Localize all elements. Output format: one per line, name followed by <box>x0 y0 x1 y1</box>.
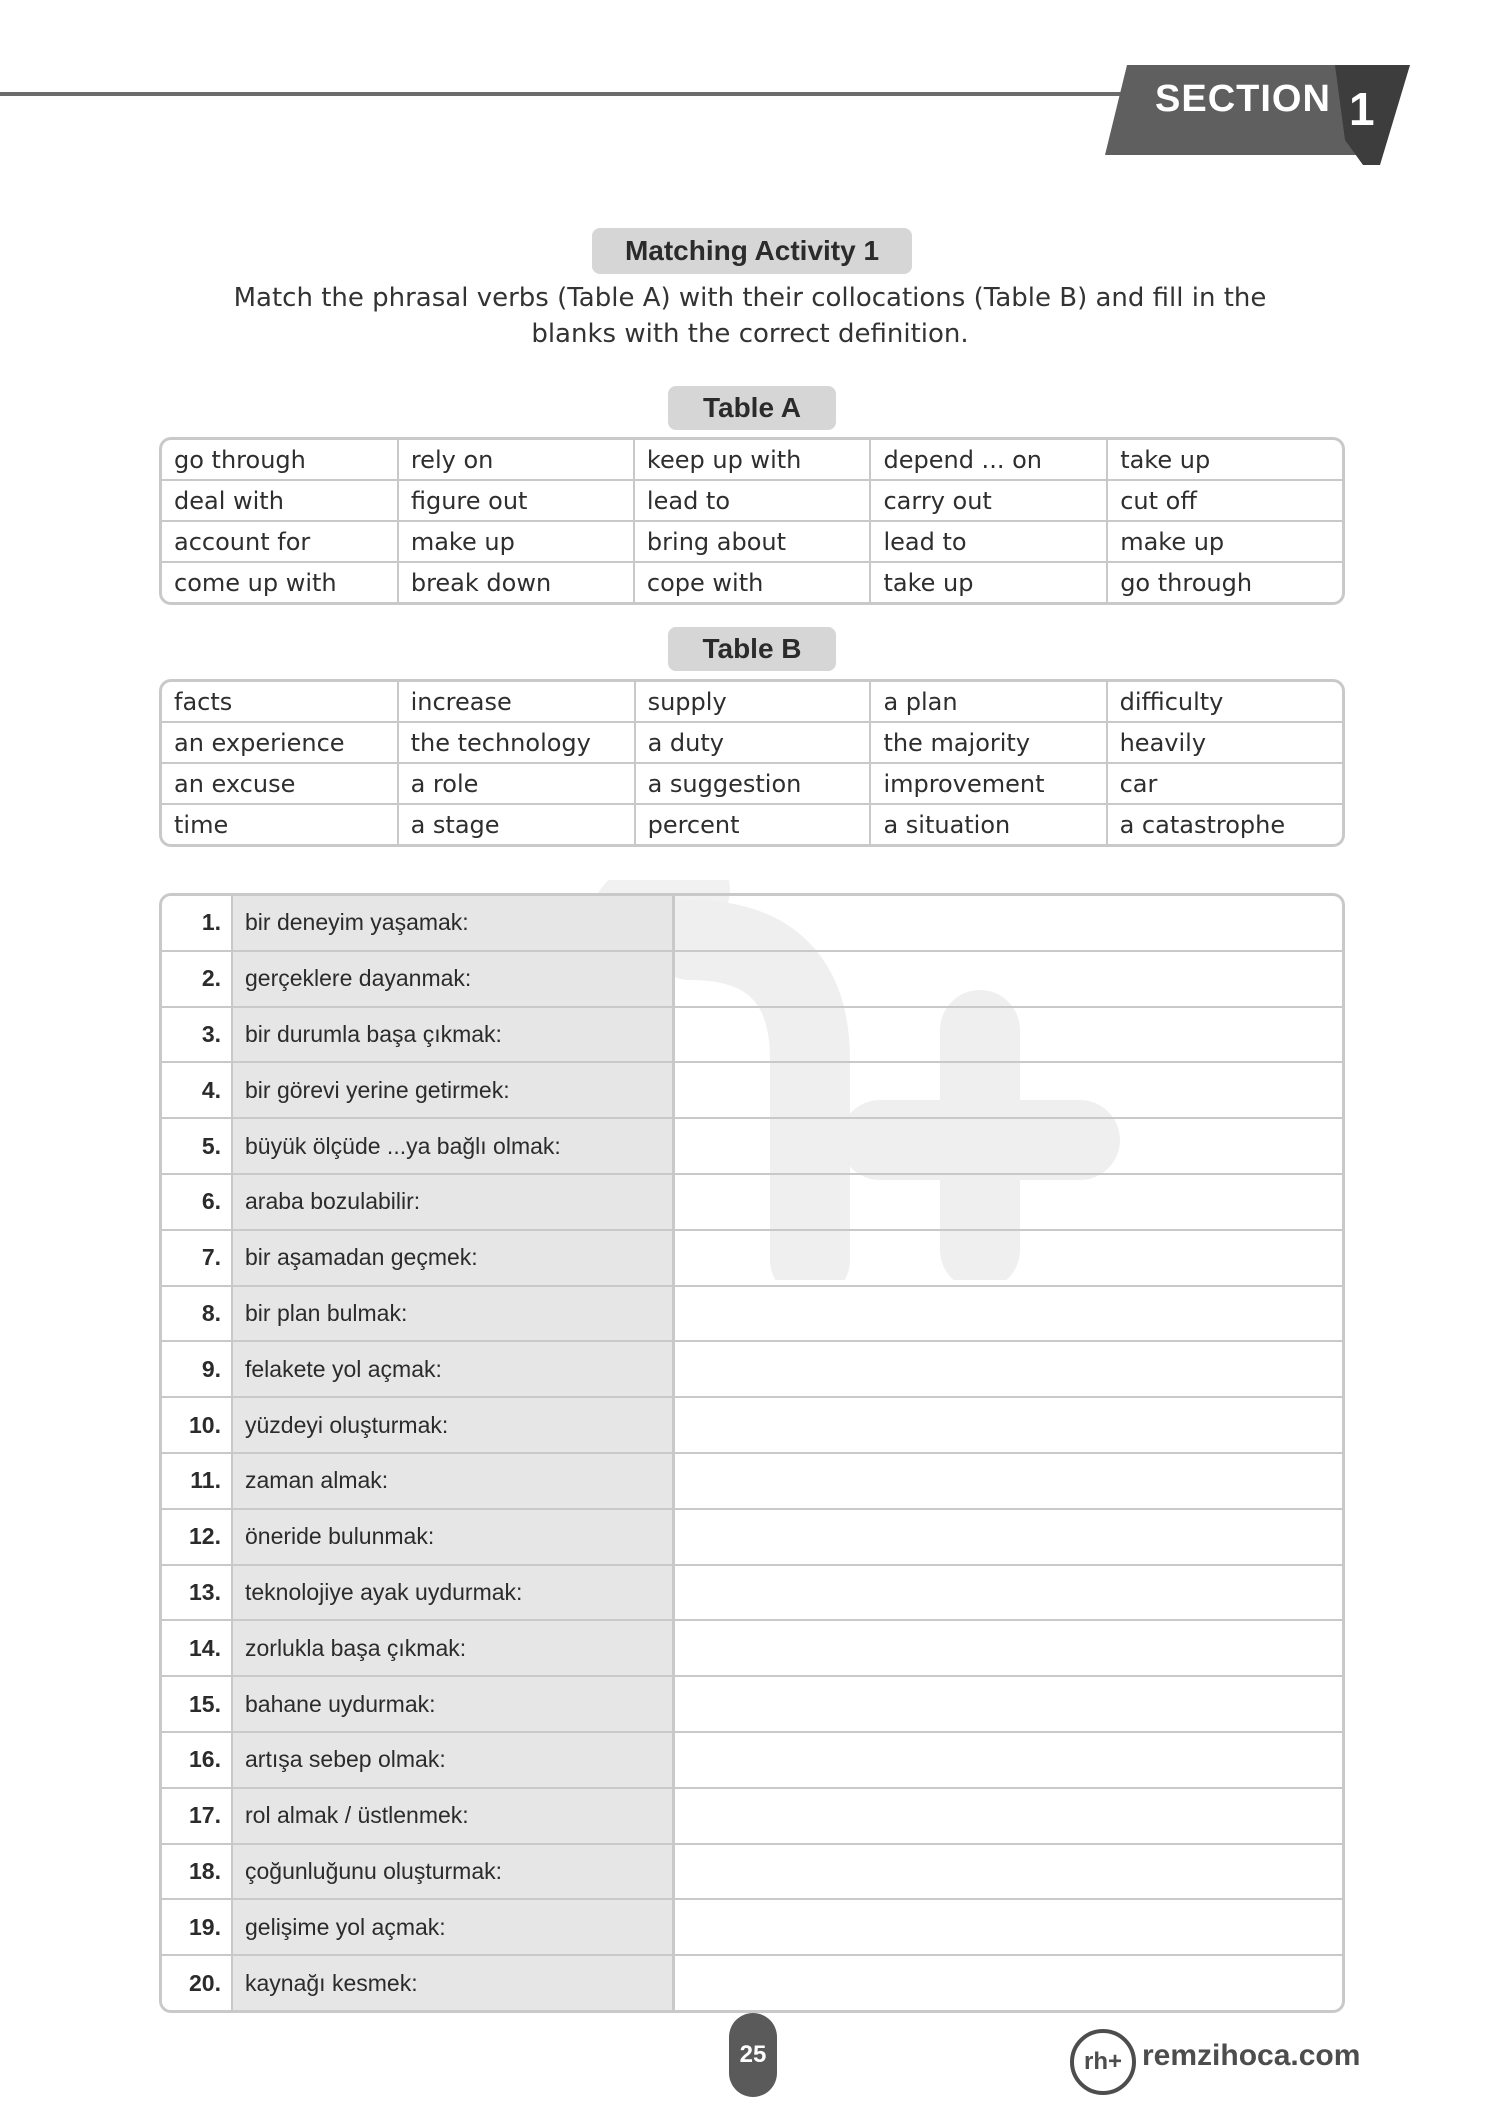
table-row <box>162 1454 1342 1510</box>
item-prompt: bahane uydurmak: <box>233 1677 675 1733</box>
answer-blank[interactable] <box>675 1956 1342 2010</box>
table-row <box>162 1398 1342 1454</box>
answer-blank[interactable] <box>675 1845 1342 1901</box>
table-row <box>162 682 1342 723</box>
table-cell: facts <box>162 682 399 723</box>
page-number: 25 <box>729 2013 777 2097</box>
item-number: 13. <box>162 1566 233 1622</box>
rh-logo-icon: rh+ <box>1070 2029 1136 2095</box>
table-cell: a duty <box>636 723 872 764</box>
item-prompt: gerçeklere dayanmak: <box>233 952 675 1008</box>
item-prompt: araba bozulabilir: <box>233 1175 675 1231</box>
answer-blank[interactable] <box>675 1900 1342 1956</box>
table-cell: car <box>1108 764 1342 805</box>
table-cell: an excuse <box>162 764 399 805</box>
table-cell: depend ... on <box>871 440 1108 481</box>
table-row <box>162 1287 1342 1343</box>
table-cell: the majority <box>871 723 1107 764</box>
table-row <box>162 1231 1342 1287</box>
item-number: 6. <box>162 1175 233 1231</box>
answer-blank[interactable] <box>675 1063 1342 1119</box>
table-cell: a stage <box>399 805 636 844</box>
answer-blank[interactable] <box>675 1510 1342 1566</box>
instructions <box>200 280 1300 352</box>
table-row <box>162 1510 1342 1566</box>
answer-blank[interactable] <box>675 1621 1342 1677</box>
table-cell: figure out <box>399 481 635 522</box>
table-row <box>162 1566 1342 1622</box>
table-row <box>162 896 1342 952</box>
table-a <box>159 437 1345 605</box>
table-row <box>162 1175 1342 1231</box>
table-row <box>162 1008 1342 1064</box>
item-number: 20. <box>162 1956 233 2010</box>
answer-blank[interactable] <box>675 896 1342 952</box>
table-cell: a situation <box>871 805 1107 844</box>
item-prompt: yüzdeyi oluşturmak: <box>233 1398 675 1454</box>
answer-blank[interactable] <box>675 1342 1342 1398</box>
item-prompt: bir görevi yerine getirmek: <box>233 1063 675 1119</box>
instructions-line-2: blanks with the correct definition. <box>531 319 969 349</box>
table-cell: difficulty <box>1108 682 1342 723</box>
table-cell: time <box>162 805 399 844</box>
table-row <box>162 1956 1342 2010</box>
table-cell: a plan <box>871 682 1107 723</box>
item-prompt: öneride bulunmak: <box>233 1510 675 1566</box>
table-row <box>162 481 1342 522</box>
item-prompt: çoğunluğunu oluşturmak: <box>233 1845 675 1901</box>
table-cell: cut off <box>1108 481 1342 522</box>
item-number: 19. <box>162 1900 233 1956</box>
item-number: 4. <box>162 1063 233 1119</box>
table-a-title: Table A <box>668 386 836 430</box>
item-prompt: rol almak / üstlenmek: <box>233 1789 675 1845</box>
answer-blank[interactable] <box>675 1119 1342 1175</box>
table-row <box>162 1119 1342 1175</box>
table-row <box>162 1621 1342 1677</box>
item-number: 9. <box>162 1342 233 1398</box>
table-row <box>162 952 1342 1008</box>
answer-blank[interactable] <box>675 1566 1342 1622</box>
item-number: 2. <box>162 952 233 1008</box>
table-row <box>162 563 1342 602</box>
header-rule <box>0 92 1160 96</box>
table-cell: deal with <box>162 481 399 522</box>
item-number: 7. <box>162 1231 233 1287</box>
table-cell: take up <box>871 563 1108 602</box>
item-prompt: gelişime yol açmak: <box>233 1900 675 1956</box>
item-number: 14. <box>162 1621 233 1677</box>
answer-blank[interactable] <box>675 1231 1342 1287</box>
item-number: 5. <box>162 1119 233 1175</box>
answer-blank[interactable] <box>675 952 1342 1008</box>
table-cell: a suggestion <box>636 764 872 805</box>
table-row <box>162 1342 1342 1398</box>
item-number: 12. <box>162 1510 233 1566</box>
table-cell: bring about <box>635 522 872 563</box>
table-cell: go through <box>162 440 399 481</box>
section-label: SECTION <box>1155 78 1331 120</box>
item-number: 8. <box>162 1287 233 1343</box>
table-cell: an experience <box>162 723 399 764</box>
table-row <box>162 1900 1342 1956</box>
table-cell: supply <box>636 682 872 723</box>
table-cell: percent <box>636 805 872 844</box>
table-cell: keep up with <box>635 440 872 481</box>
item-prompt: büyük ölçüde ...ya bağlı olmak: <box>233 1119 675 1175</box>
table-cell: lead to <box>635 481 872 522</box>
section-tab <box>1105 60 1410 165</box>
answer-blank[interactable] <box>675 1677 1342 1733</box>
table-row <box>162 1845 1342 1901</box>
table-cell: carry out <box>871 481 1108 522</box>
answer-blank[interactable] <box>675 1733 1342 1789</box>
table-b <box>159 679 1345 847</box>
item-prompt: bir plan bulmak: <box>233 1287 675 1343</box>
table-row <box>162 1063 1342 1119</box>
section-number: 1 <box>1349 83 1375 135</box>
table-row <box>162 1789 1342 1845</box>
item-number: 1. <box>162 896 233 952</box>
item-number: 15. <box>162 1677 233 1733</box>
table-b-title: Table B <box>668 627 836 671</box>
brand-site: remzihoca.com <box>1142 2039 1361 2072</box>
table-row <box>162 522 1342 563</box>
table-cell: lead to <box>871 522 1108 563</box>
item-prompt: bir deneyim yaşamak: <box>233 896 675 952</box>
answer-blank[interactable] <box>675 1454 1342 1510</box>
table-row <box>162 723 1342 764</box>
item-number: 11. <box>162 1454 233 1510</box>
table-cell: take up <box>1108 440 1342 481</box>
answer-blank[interactable] <box>675 1398 1342 1454</box>
table-cell: go through <box>1120 568 1253 597</box>
answer-blank[interactable] <box>675 1175 1342 1231</box>
item-number: 17. <box>162 1789 233 1845</box>
instructions-line-1: Match the phrasal verbs (Table A) with their collocations (Table B) and fill in the <box>233 283 1267 313</box>
item-number: 3. <box>162 1008 233 1064</box>
answer-blank[interactable] <box>675 1008 1342 1064</box>
item-prompt: bir durumla başa çıkmak: <box>233 1008 675 1064</box>
table-cell: break down <box>399 563 635 602</box>
activity-title: Matching Activity 1 <box>592 228 912 274</box>
item-prompt: zaman almak: <box>233 1454 675 1510</box>
table-cell: improvement <box>871 764 1107 805</box>
table-cell: a catastrophe <box>1119 810 1286 839</box>
table-row <box>162 764 1342 805</box>
answer-blank[interactable] <box>675 1789 1342 1845</box>
item-number: 10. <box>162 1398 233 1454</box>
item-prompt: kaynağı kesmek: <box>233 1956 675 2010</box>
item-prompt: felakete yol açmak: <box>233 1342 675 1398</box>
item-prompt: teknolojiye ayak uydurmak: <box>233 1566 675 1622</box>
table-cell: make up <box>399 522 635 563</box>
table-row <box>162 1733 1342 1789</box>
table-row <box>162 1677 1342 1733</box>
item-prompt: bir aşamadan geçmek: <box>233 1231 675 1287</box>
table-cell: the technology <box>399 723 636 764</box>
table-cell: make up <box>1108 522 1342 563</box>
table-cell: cope with <box>635 563 872 602</box>
table-cell: come up with <box>162 563 399 602</box>
table-cell: heavily <box>1108 723 1342 764</box>
item-number: 16. <box>162 1733 233 1789</box>
definitions-table <box>159 893 1345 2013</box>
table-row <box>162 440 1342 481</box>
item-prompt: zorlukla başa çıkmak: <box>233 1621 675 1677</box>
answer-blank[interactable] <box>675 1287 1342 1343</box>
item-prompt: artışa sebep olmak: <box>233 1733 675 1789</box>
table-cell: increase <box>399 682 636 723</box>
table-cell: account for <box>162 522 399 563</box>
item-number: 18. <box>162 1845 233 1901</box>
table-row <box>162 805 1342 844</box>
table-cell: a role <box>399 764 636 805</box>
table-cell: rely on <box>399 440 635 481</box>
